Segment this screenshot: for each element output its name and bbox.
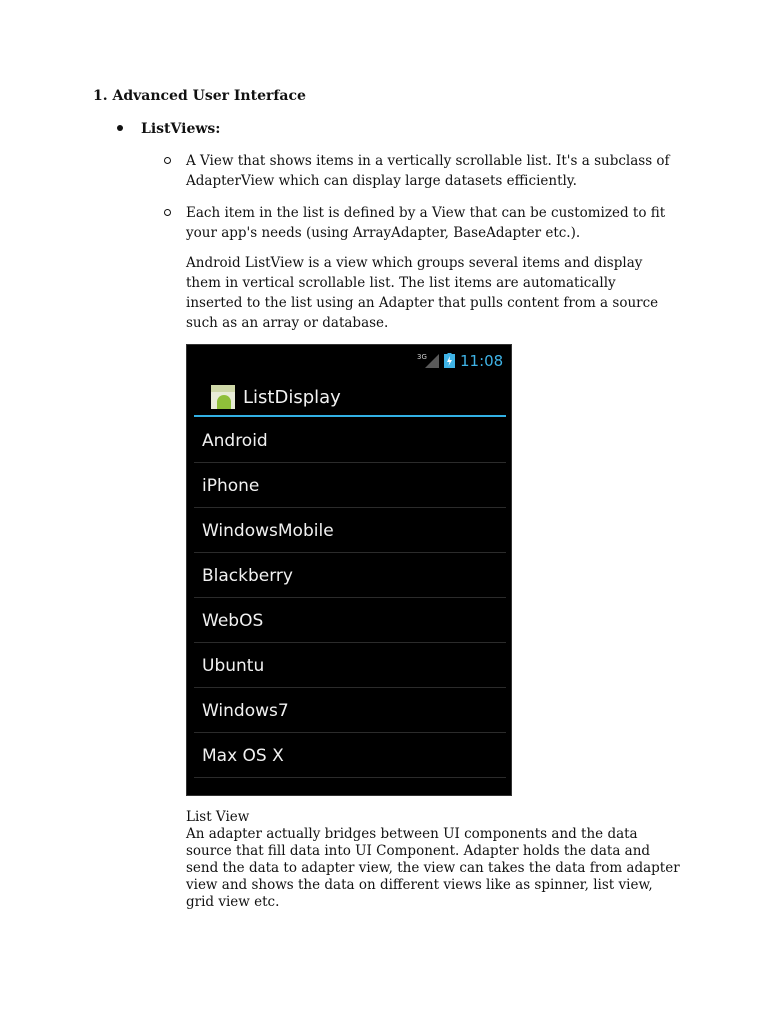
list-item[interactable] [194, 643, 506, 688]
list-item-label: WebOS [202, 611, 264, 631]
list-item[interactable] [194, 553, 506, 598]
listview[interactable] [194, 418, 506, 778]
hollow-bullet-icon [164, 157, 171, 164]
battery-charging-icon [444, 353, 455, 368]
action-bar-divider [194, 415, 506, 417]
network-type-label: 3G [417, 353, 427, 361]
list-item[interactable] [194, 688, 506, 733]
status-clock: 11:08 [460, 352, 504, 370]
list-item-label: Windows7 [202, 701, 289, 721]
figure-caption-title: List View [186, 809, 250, 825]
list-item-label: Max OS X [202, 746, 284, 766]
app-title: ListDisplay [243, 387, 341, 408]
phone-screenshot [186, 344, 512, 796]
subitem-item-definition [186, 203, 681, 243]
section-heading: 1. Advanced User Interface [93, 88, 306, 104]
listview-paragraph: Android ListView is a view which groups several items and display them in vertical scrollable list. The list items are automatically inserted to the list using an Adapter that pulls content from a source such as an array or database. [186, 255, 659, 331]
list-item[interactable] [194, 733, 506, 778]
list-item-label: Blackberry [202, 566, 293, 586]
list-item-label: Ubuntu [202, 656, 265, 676]
bullet-icon [117, 125, 123, 131]
bullet-item-listviews [112, 119, 220, 139]
list-item-label: Android [202, 431, 268, 451]
list-item[interactable] [194, 508, 506, 553]
list-item[interactable] [194, 598, 506, 643]
list-item-label: iPhone [202, 476, 260, 496]
hollow-bullet-icon [164, 209, 171, 216]
subitem-view-description [186, 151, 681, 191]
status-bar [187, 345, 511, 375]
bullet-label: ListViews: [141, 121, 221, 137]
list-item-label: WindowsMobile [202, 521, 334, 541]
list-item[interactable] [194, 418, 506, 463]
list-item[interactable] [194, 463, 506, 508]
subitem-text: A View that shows items in a vertically scrollable list. It's a subclass of AdapterView which can display large datasets efficiently. [186, 153, 670, 189]
subitem-text: Each item in the list is defined by a View that can be customized to fit your app's needs (using ArrayAdapter, BaseAdapter etc.). [186, 205, 666, 241]
action-bar [187, 375, 511, 417]
android-app-icon[interactable] [211, 385, 235, 409]
figure-caption-body: An adapter actually bridges between UI components and the data source that fill data into UI Component. Adapter holds the data and send the data to adapter view, the view can takes the data from adapter view and shows the data on different views like as spinner, list view, grid view etc. [186, 826, 680, 910]
